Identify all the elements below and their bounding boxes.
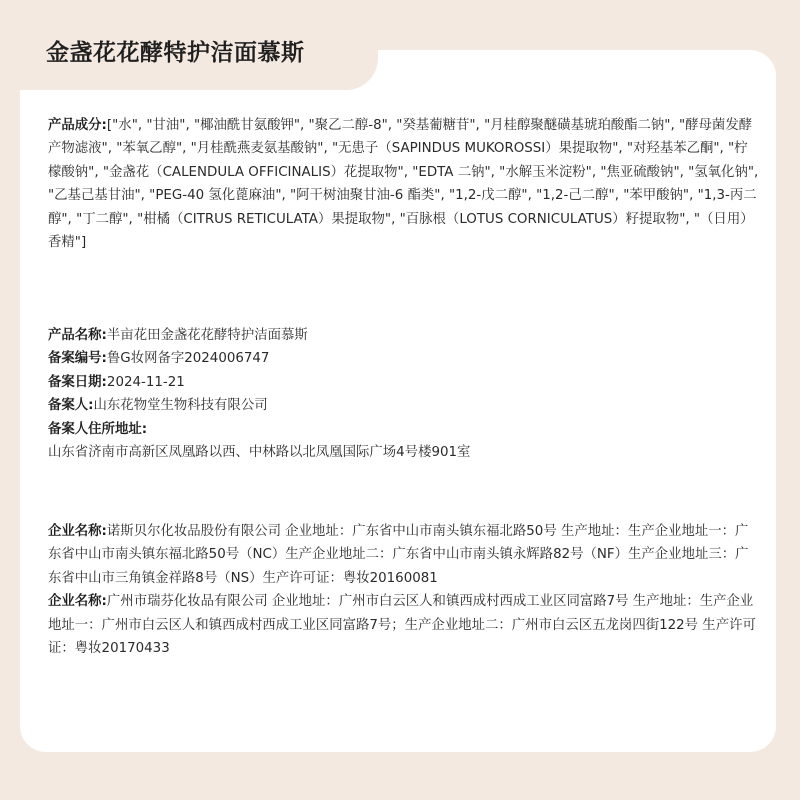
- registration-date-label: 备案日期:: [48, 374, 107, 390]
- ingredients-row: [48, 114, 760, 254]
- ingredients-section: [48, 114, 760, 254]
- filer-value: 山东花物堂生物科技有限公司: [93, 398, 268, 414]
- filer-address-label: 备案人住所地址:: [48, 421, 148, 437]
- page-title: 金盏花花酵特护洁面慕斯: [46, 40, 305, 66]
- registration-date-value: 2024-11-21: [106, 374, 185, 390]
- ingredients-label: 产品成分:: [48, 118, 107, 133]
- product-name-value: 半亩花田金盏花花酵特护洁面慕斯: [106, 328, 308, 343]
- product-name-row: [48, 324, 760, 347]
- company-entry: [48, 520, 760, 590]
- registration-number-row: [48, 347, 760, 370]
- filer-label: 备案人:: [48, 398, 94, 414]
- product-info-section: [48, 324, 760, 464]
- company-details: 诺斯贝尔化妆品股份有限公司 企业地址：广东省中山市南头镇东福北路50号 生产地址：生产企业地址一：广东省中山市南头镇东福北路50号（NC）生产企业地址二：广东省中山市南头镇永辉路82号（NF）生产企业地址三：广东省中山市三角镇金祥路8号（NS）生产许可证：粤妆20160081: [48, 524, 749, 586]
- companies-section: [48, 520, 760, 660]
- registration-number-label: 备案编号:: [48, 351, 107, 367]
- filer-address-value-row: [48, 441, 760, 464]
- product-name-label: 产品名称:: [48, 328, 107, 343]
- company-name-label: 企业名称:: [48, 524, 107, 539]
- ingredients-value: ["水", "甘油", "椰油酰甘氨酸钾", "聚乙二醇-8", "癸基葡糖苷", "月桂醇聚醚磺基琥珀酸酯二钠", "酵母菌发酵产物滤液", "苯氧乙醇", "月桂酰燕麦氨基酸钠", "无患子（SAPINDUS MUKOROSSI）果提取物", "对羟基苯乙酮", "柠檬酸钠", "金盏花（CALENDULA OFFICINALIS）花提取物", "EDTA 二钠", "水解玉米淀粉", "焦亚硫酸钠", "氢氧化钠", "乙基己基甘油", "PEG-40 氢化蓖麻油", "阿干树油聚甘油-6 酯类", "1,2-戊二醇", "1,2-己二醇", "苯甲酸钠", "1,3-丙二醇", "丁二醇", "柑橘（CITRUS RETICULATA）果提取物", "百脉根（LOTUS CORNICULATUS）籽提取物", "（日用）香精"]: [48, 118, 759, 251]
- company-name-label: 企业名称:: [48, 594, 107, 610]
- registration-date-row: [48, 371, 760, 394]
- filer-address-value: 山东省济南市高新区凤凰路以西、中林路以北凤凰国际广场4号楼901室: [48, 445, 471, 461]
- filer-row: [48, 394, 760, 417]
- company-entry: [48, 590, 760, 660]
- company-details: 广州市瑞芬化妆品有限公司 企业地址：广州市白云区人和镇西成村西成工业区同富路7号 生产地址：生产企业地址一：广州市白云区人和镇西成村西成工业区同富路7号；生产企业地址二：广州市白云区五龙岗四街122号 生产许可证：粤妆20170433: [48, 594, 756, 657]
- filer-address-label-row: [48, 418, 760, 441]
- registration-number-value: 鲁G妆网备字2024006747: [106, 351, 270, 367]
